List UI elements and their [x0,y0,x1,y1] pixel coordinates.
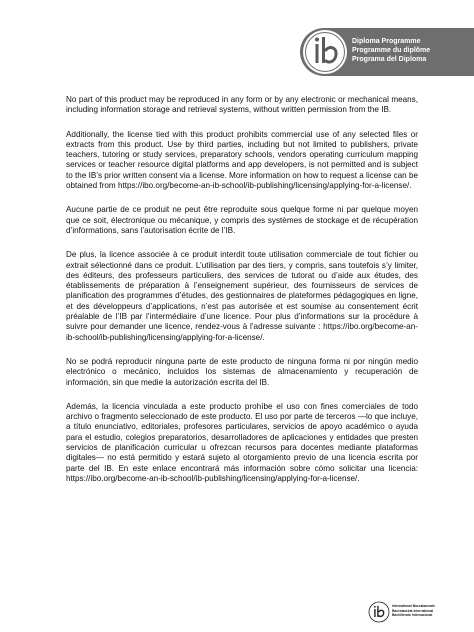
footer-org-es: Bachillerato Internacional [392,613,433,618]
footer-org-en: International Baccalaureate [392,604,436,608]
paragraph-en-2: Additionally, the license tied with this product prohibits commercial use of any selected files or extracts from this product. Use by third parties, including but not limited to publishers, private teachers, tutoring or study services, preparatory schools, vendors operating curriculum mapping services or teacher resource digital platforms and app developers, is not permitted and is subject to the IB’s prior written consent via a license. More information on how to request a license can be obtained from https://ibo.org/become-an-ib-school/ib-publishing/licensing/applying-for-a-license/. [66,129,418,191]
paragraph-fr-1: Aucune partie de ce produit ne peut être reproduite sous quelque forme ni par quelque moyen que ce soit, électronique ou mécanique, y compris des systèmes de stockage et de récupération d’informations, sans l’autorisation écrite de l’IB. [66,205,418,235]
paragraph-fr-2: De plus, la licence associée à ce produit interdit toute utilisation commerciale de tout fichier ou extrait sélectionné dans ce produit. L’utilisation par des tiers, y compris, sans toutefois s’y limiter, des éditeurs, des professeurs particuliers, des services de tutorat ou d’aide aux études, des établissements de préparation à l’enseignement supérieur, des fournisseurs de services de planification des programmes d’études, des gestionnaires de plateformes pédagogiques en ligne, et des développeurs d’applications, n’est pas autorisée et est soumise au consentement écrit préalable de l’IB par l’intermédiaire d’une licence. Pour plus d’informations sur la procédure à suivre pour demander une licence, rendez-vous à l’adresse suivante : https://ibo.org/become-an-ib-school/ib-publishing/licensing/applying-for-a-license/. [66,250,418,342]
footer-org-names [392,604,435,618]
paragraph-en-1: No part of this product may be reproduced in any form or by any electronic or mechanical means, including information storage and retrieval systems, without written permission from the IB. [66,95,418,115]
footer-logo [368,601,474,623]
ib-logo-icon [302,27,348,77]
ib-footer-logo-icon [368,601,390,623]
programme-line-es: Programa del Diploma [352,56,427,63]
footer-org-fr: Baccalauréat International [392,608,434,613]
programme-line-en: Diploma Programme [352,38,421,45]
programme-name [352,37,430,64]
programme-line-fr: Programme du diplôme [352,47,431,54]
legal-notice [66,95,418,498]
paragraph-es-2: Además, la licencia vinculada a este producto prohíbe el uso con fines comerciales de todo archivo o fragmento seleccionado de este producto. El uso por parte de terceros —lo que incluye, a título enunciativo, editoriales, profesores particulares, servicios de apoyo académico o ayuda para el estudio, colegios preparatorios, desarrolladores de aplicaciones y entidades que presten servicios de planificación curricular u ofrezcan recursos para docentes mediante plataformas digitales— no está permitido y estará sujeto al otorgamiento previo de una licencia escrita por parte del IB. En este enlace encontrará más información sobre cómo solicitar una licencia: https://ibo.org/become-an-ib-school/ib-publishing/licensing/applying-for-a-license/. [66,401,418,483]
paragraph-es-1: No se podrá reproducir ninguna parte de este producto de ninguna forma ni por ningún medio electrónico o mecánico, incluidos los sistemas de almacenamiento y recuperación de información, sin que medie la autorización escrita del IB. [66,356,418,387]
